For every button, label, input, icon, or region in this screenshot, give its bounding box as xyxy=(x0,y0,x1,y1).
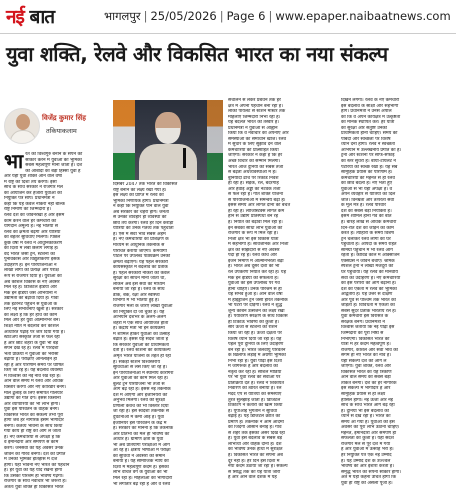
text-line: सफलता की कुंजी है। यही संदेश xyxy=(341,436,394,442)
text-line: और प्रतिभा का मेल ही भविष्य का xyxy=(113,431,170,437)
text-line: है। केंद्रीय मंत्री भी इन कार्यक्रमों xyxy=(113,326,165,332)
text-line: इस बदलाव के साक्षी और सहभागी xyxy=(341,103,399,109)
text-line: अमृत भारत योजना के तहत हो रहा xyxy=(113,353,171,359)
text-line: मिल रहा है। महिलाओं की भागीदारी xyxy=(113,475,173,481)
text-line: भी अब प्रतियोगी परीक्षाओं में आगे xyxy=(113,442,170,448)
edition-date: 25/05/2026 xyxy=(150,9,217,23)
text-line: नेतृत्व कर रही है। सोशल मीडिया xyxy=(228,369,282,375)
logo-part-1: नई xyxy=(6,6,24,28)
text-line: की कि वे अपने कार्यक्षेत्र में उत्कृष्टता xyxy=(341,114,401,120)
text-line: सेवा का उदाहरण है। नए कर्मचारियों xyxy=(341,275,401,281)
text-line: है और छोटे शहरों के युवा भी बड़े xyxy=(4,340,59,346)
text-line: मिल रहे हैं। डिजिटल इंडिया और xyxy=(4,285,57,291)
text-line: कि सरकार युवाओं को प्राथमिकता xyxy=(113,342,169,348)
text-line: होना चाहिए। उनके परिश्रम से ही xyxy=(228,286,282,292)
article-column-4 xyxy=(341,98,452,495)
column-text xyxy=(4,152,108,490)
text-line: जा रहा है। इस स्वदेशी तकनीक से xyxy=(113,409,170,415)
text-line: के मूल मंत्र हैं। रेलवे परिवार xyxy=(341,203,387,209)
text-line: किए जा रहे हैं। यह बदलाव व्यवस्था xyxy=(4,368,63,374)
text-line: रेलवे की क्षमता बढ़ेगी और यात्रियों xyxy=(4,229,61,235)
text-line: का आयोजन कर हजारों युवाओं को xyxy=(4,190,62,196)
text-line: ध्यान देना होगा। रेलवे ने स्वच्छता xyxy=(341,142,395,148)
text-line: प्रमाण है। तकनीक ने आम आदमी xyxy=(228,419,284,425)
text-line: से सिद्धि तक की यह यात्रा जारी xyxy=(228,469,281,475)
text-line: इससे समय और लागत दोनों की बचत xyxy=(228,203,291,209)
text-line: इन परियोजनाओं में स्थानीय कारीगरों xyxy=(113,370,174,376)
text-line: लाभार्थी और वाहक दोनों हैं। देश xyxy=(228,441,282,447)
text-line: में उनकी भूमिका इतिहास में दर्ज xyxy=(4,457,58,463)
text-line: की जिंदगी आसान बनाई है। गांव xyxy=(228,425,282,431)
text-line: से फैल रहा है। गति शक्ति योजना xyxy=(228,192,284,198)
text-line: विभागों में भी भर्तियां हुई हैं। xyxy=(113,298,160,304)
text-line: रूप से रोजगार दिया है। युवाओं को xyxy=(4,274,62,280)
text-line: कुछ वर्षों में रेलवे ने आधुनिकीकरण xyxy=(4,240,62,246)
text-line: प्राथमिकता होनी चाहिए। समय की xyxy=(341,131,398,137)
text-line: उद्यमिता को बढ़ावा दिया है। गांवों xyxy=(4,296,59,302)
text-line: ही टिकाऊ भविष्य की कुंजी है। xyxy=(228,319,280,325)
text-line: साकार करने में युवाओं की भूमिका xyxy=(25,157,82,163)
text-line: भी लगातार बढ़ रही है और वे रेलवे xyxy=(113,481,171,487)
text-line: जिम्मेदारी को पूरी निष्ठा से xyxy=(341,330,384,336)
text-line: की दिशा में लंबी छलांग लगाई है। xyxy=(4,246,59,252)
text-line: का लक्ष्य है कि हर हाथ को काम xyxy=(4,312,57,318)
text-line: बुलेट ट्रेन परियोजना भी तेजी से xyxy=(113,381,165,387)
text-line: कर्मचारियों की मेहनत से ही रेलवे xyxy=(341,175,395,181)
text-line: रोजगार के रूप में मिल रहा है। xyxy=(228,231,279,237)
text-line: आधारित पढ़ाई पर जोर दिया गया है। xyxy=(4,329,65,335)
article-column-1 xyxy=(4,152,108,495)
text-line: होगी। यही भावना नए भारत की पहचान xyxy=(4,462,70,468)
text-line: रेलवे देश की जीवनरेखा है और इसमें xyxy=(4,213,65,219)
text-line: है। भारत अब दूसरे देशों को भी xyxy=(228,264,280,270)
column-text xyxy=(341,98,452,486)
text-line: किया जा रहा है। ऊर्जा दक्षता पर xyxy=(228,330,282,336)
text-line: है। यूपीआई भुगतान ने सुविधा xyxy=(228,408,278,414)
text-line: दुर्घटनाओं में कमी आई है। युवा xyxy=(113,414,164,420)
text-line: समस्याओं का समाधान खोजें। रेलवे xyxy=(228,136,286,142)
text-line: कर्मचारियों को प्रोत्साहित किया xyxy=(228,147,279,153)
text-line: रही हैं और परिणाम समय पर घोषित xyxy=(4,362,64,368)
text-line: महिलाएं जिम्मेदारी निभा रही हैं। xyxy=(228,114,281,120)
text-line: युवाओं से भी यही अपेक्षा है। वे xyxy=(341,186,393,192)
text-line: सपने देख रहे हैं। रेलवे में पारदर्शी xyxy=(4,346,59,352)
text-line: मेक इन इंडिया की सफलता है। xyxy=(228,275,279,281)
text-line: वंदे भारत जैसी ट्रेनें, स्टेशनों का xyxy=(4,251,55,257)
text-line: माल ढुलाई के लिए समर्पित गलियारे xyxy=(4,390,63,396)
text-line: प्रतिक्रिया देते हैं। रेलवे ने शिकायत xyxy=(228,380,284,386)
text-line: है। नए कर्मचारियों को प्रशिक्षण के xyxy=(113,237,169,243)
text-line: करते हैं। त्योहारों के समय विशेष xyxy=(341,231,394,237)
text-line: क्षमता बढ़ाएंगे। यह पहल सरकारी xyxy=(113,259,168,265)
text-line: मिले और हर युवा आत्मनिर्भर बने। xyxy=(4,318,61,324)
text-line: माध्यम से आधुनिक तकनीक से xyxy=(113,243,165,249)
text-line: रोजगार मेलों के जरिए लाखों युवाओं xyxy=(113,304,173,310)
separator: | xyxy=(143,9,148,23)
text-line: अंत में यही कहना उचित होगा कि xyxy=(341,475,397,481)
text-line: उदाहरण हैं। इन परियोजनाओं ने xyxy=(4,262,57,268)
text-line: ट्रेनें चलाकर रेलवे लोगों को घर xyxy=(341,236,391,242)
edition-info xyxy=(104,9,451,24)
text-line: एक्सप्रेस ने जीवन बचाए। श्रमिक xyxy=(341,258,395,264)
text-line: दिखने लगेगा। रेलवे के नए कर्मचारी xyxy=(341,98,400,103)
text-line: है। हर युवा को यह याद रखना होगा xyxy=(4,468,63,474)
text-line: होने से उद्योग प्रतिस्पर्धी बन रहे xyxy=(228,214,279,220)
text-line: देश का सबसे बड़ा नियोक्ता है। xyxy=(341,208,392,214)
text-line: विकसित भारत का यह त्रिकोण xyxy=(341,369,392,375)
article-headline: युवा शक्ति, रेलवे और विकसित भारत का नया संकल्प xyxy=(6,42,388,66)
text-line: भूमिका निर्णायक होगी। प्रधानमंत्री xyxy=(113,198,169,204)
text-line: है। पर्यावरण संरक्षण के साथ विकास xyxy=(228,314,288,320)
text-line: ताकत बनेगा। देश का हर नागरिक xyxy=(341,380,397,386)
text-line: और पूर्व से पश्चिम तक भारत को xyxy=(341,297,396,303)
text-line: में राष्ट्र की दिशा तय करेगी। इसी xyxy=(4,179,57,185)
text-line: पहल पूरी दुनिया के लिए उदाहरण xyxy=(228,342,284,348)
text-line: में सुधार के लिए सुझाव देने वाले xyxy=(228,142,282,148)
text-line: यात्रियों को उनके गंतव्य तक पहुंचाती xyxy=(113,226,174,232)
text-line: काम करने वाले हर कर्मचारी का xyxy=(4,218,57,224)
text-line: परिचित कराया जाएगा। कर्मयोगी xyxy=(113,248,167,254)
text-line: मदद ऐप से यात्रियों की समस्याएं xyxy=(228,391,282,397)
text-line: जाएगा। युवा शक्ति, रेलवे और xyxy=(341,364,391,370)
text-line: अंततः युवा शक्ति ही विकसित भारत xyxy=(4,484,64,490)
text-line: भर्ती प्रक्रिया ने युवाओं का भरोसा xyxy=(4,351,59,357)
text-line: लाखों लोगों को प्रत्यक्ष और परोक्ष xyxy=(4,268,59,274)
text-line: को नियुक्ति दी जा चुकी है। यह xyxy=(113,309,165,315)
text-line: यही संकल्प देश को आगे ले xyxy=(341,358,387,364)
article-column-2 xyxy=(113,182,223,495)
text-line: लाभ वंचित वर्ग के युवाओं को भी xyxy=(113,470,168,476)
text-line: का स्तर सुधरा है। बायो-टॉयलेट ने xyxy=(341,159,396,165)
text-line: हैं। निर्यात को बढ़ावा मिल रहा है। xyxy=(228,220,283,226)
text-line: पाबंदी और स्वच्छता पर विशेष xyxy=(341,136,391,142)
text-line: का मानक स्थापित करें। हर यात्री xyxy=(341,120,395,126)
text-line: समय आ गया है। युवाओं को इस xyxy=(341,419,395,425)
text-line: की सुविधा ने अवसरों को समान xyxy=(113,453,165,459)
text-line: विस्तार करेगा और नए कॉरिडोर बनेंगे। xyxy=(4,384,67,390)
text-line: बनाया जा रहा है। रेलवे के साथ xyxy=(113,287,165,293)
text-line: शिक्षा नीति में बदलाव कर कौशल xyxy=(4,323,59,329)
text-line: रोजगार मेले से पूरे देश में गया xyxy=(341,441,391,447)
article-column-3 xyxy=(228,98,336,495)
text-line: इस संकल्प में भागीदार है और xyxy=(341,386,391,392)
text-line: होगा जब हर नागरिक इसमें भागीदार xyxy=(4,418,64,424)
text-line: को इस परंपरा को आगे बढ़ाना है। xyxy=(341,281,397,287)
text-line: रोजगार के साथ नवाचार भी जरूरी है। xyxy=(4,479,67,485)
text-line: यात्रा में हर कदम महत्वपूर्ण है। xyxy=(341,342,391,348)
text-line: राष्ट्र बनाने का लक्ष्य रखा गया है। xyxy=(113,187,167,193)
author-role: तकियाकलाम xyxy=(46,127,77,135)
edition-city: भागलपुर xyxy=(104,9,141,23)
text-line: किया कि वे नवाचार को अपनाएं और xyxy=(228,131,289,137)
drop-cap: भा xyxy=(4,152,24,173)
text-line: प्रणाली कवच को भी विस्तार दिया xyxy=(113,403,169,409)
text-line: क्षेत्र की साझेदारी से नए अवसर xyxy=(228,247,280,253)
text-line: का भविष्य उनके हाथों में सुरक्षित xyxy=(228,447,283,453)
text-line: हो रहा है। सड़क, रेल, बंदरगाह xyxy=(228,181,279,187)
author-byline xyxy=(2,98,110,152)
text-line: जोड़ती है। विविधता में एकता का xyxy=(341,303,395,309)
text-line: सुविधाओं से लैस किए जा रहे हैं। xyxy=(113,365,168,371)
text-line: देश में आएगी और इंजीनियरों को xyxy=(113,392,168,398)
text-line: इस लक्ष्य की प्राप्ति में रेलवे की xyxy=(113,193,164,199)
text-line: मेहनत, ईमानदारी और समर्पण ही xyxy=(341,430,397,436)
text-line: से शहर तक इसका असर दिख रहा xyxy=(228,430,285,436)
newspaper-logo[interactable] xyxy=(6,3,54,29)
website-link[interactable]: www.epaper.naibaatnews.com xyxy=(275,9,451,23)
text-line: अभियान देशभर के अलग-अलग xyxy=(113,315,166,321)
text-line: नियुक्ति पत्र सौंपे। प्रधानमंत्री ने xyxy=(4,196,55,202)
text-line: है। दुनिया भी इस बदलाव को xyxy=(341,408,389,414)
text-line: से बढ़ती अर्थव्यवस्थाओं में है। xyxy=(228,170,277,176)
text-line: है। बारह लाख से अधिक कर्मचारी xyxy=(341,220,397,226)
text-line: युवाओं को इस उपलब्धि पर गर्व xyxy=(228,281,280,287)
text-line: सामूहिक प्रयास का परिणाम है। xyxy=(341,170,393,176)
text-line: कहा कि यह केवल नौकरी नहीं बल्कि xyxy=(4,201,65,207)
text-line: यह बदलते भारत की तस्वीर है। xyxy=(228,120,280,126)
text-line: भी पटरी पर दौड़ेगी। रेलवे ने शुद्ध xyxy=(228,303,283,309)
text-line: अब कौशल विकास के नए अवसर xyxy=(4,279,60,285)
text-line: लिए नई संभावनाएं खुली हैं। सरकार xyxy=(4,307,64,313)
text-line: की सुरक्षा और संतुष्टि उनकी xyxy=(341,125,387,131)
text-line: की आबादी का बड़ा हिस्सा युवा है xyxy=(25,168,81,174)
text-line: के खिलाफ लड़ाई में अग्रणी भूमिका xyxy=(228,353,286,359)
text-line: सबसे सुंदर प्रतीक भारतीय रेल है। xyxy=(341,308,397,314)
text-line: बनेगा। कर्तव्य भावना के साथ किया xyxy=(4,423,63,429)
text-line: योगदान अमूल्य है। नई भर्तियों से xyxy=(4,224,58,230)
text-line: है। सैकड़ों स्टेशन विश्वस्तरीय xyxy=(113,359,161,365)
text-line: और युवाओं को काम मिल रहा है। xyxy=(113,376,169,382)
text-line: इंजन निर्माण में आत्मनिर्भरता बढ़ी xyxy=(228,258,284,264)
text-line: संचालन से लेकर प्रबंधन तक हर xyxy=(228,98,281,103)
text-line: आगे बढ़ रही है। इससे नई तकनीक xyxy=(113,387,171,393)
text-line: पुनर्विकास और विद्युतीकरण इसके xyxy=(4,257,60,263)
text-line: हर नियुक्ति पत्र एक नई उम्मीद xyxy=(341,453,392,458)
text-line: होंगे। प्रधानमंत्री ने उनसे अपील xyxy=(341,109,392,115)
text-line: निभा रहा है। युवा पीढ़ी इस दिशा xyxy=(228,358,282,364)
text-line: देश की एकता में रेलवे की भूमिका xyxy=(341,286,397,292)
text-line: जीतें। विनम्रता और तत्परता सेवा xyxy=(341,197,395,203)
text-line: हैं। सरकार का मानना है कि तकनीक xyxy=(113,426,174,432)
text-line: विकसित भारत का संकल्प तभी पूरा xyxy=(4,412,64,418)
text-line: रहती है। कोविड काल में ऑक्सीजन xyxy=(341,253,400,259)
text-line: भविष्य की ओर इशारा करती है। xyxy=(341,464,394,470)
text-line: बन रही है। भारत जलवायु परिवर्तन xyxy=(228,347,286,353)
text-line: सोच के साथ भारत आगे बढ़ रहा xyxy=(341,403,395,409)
text-line: बढ़ाते हैं। इससे यह संदेश जाता है xyxy=(113,337,169,343)
text-line: डाक, बैंक, रक्षा और स्वास्थ्य xyxy=(113,292,160,298)
text-line: हासिल होगा। नई ऊर्जा और नई xyxy=(341,397,393,403)
text-line: घर पहुंचाया। यह रेलवे की मानवीय xyxy=(341,269,398,275)
text-line: करेंगे। जनसेवा का यह अवसर उनके xyxy=(4,445,64,451)
text-line: पैदा हो रहे हैं। रेलवे कोच और xyxy=(228,253,277,259)
text-line: से उनका व्यवहार ही व्यवस्था की xyxy=(113,215,167,221)
text-line: क्षेत्र में अपनी पहचान बना रही हैं। xyxy=(228,103,283,109)
text-line: युवा इस परिवर्तन के वाहक बनेंगे। xyxy=(4,407,60,413)
text-line: सबसे महत्वपूर्ण मानी जाती है। देश xyxy=(25,163,83,169)
text-line: टिकटिंग ने कतारों को खत्म किया xyxy=(228,403,283,409)
column-text xyxy=(228,98,336,481)
text-line: आने वाले समय की सबसे बड़ी xyxy=(341,375,391,381)
text-line: है। नए कर्मचारियों से अपेक्षा है कि xyxy=(4,434,61,440)
text-line: युवा ही राष्ट्र की असली पूंजी हैं। xyxy=(341,480,393,486)
text-line: से परियोजनाओं में समन्वय बढ़ा है। xyxy=(228,197,286,203)
text-line: इसमें शामिल होना गर्व की बात xyxy=(341,214,392,220)
text-line: रत को विश्वगुरु बनाने के सपने को xyxy=(25,152,83,157)
text-line: है। युवा इस बदलाव के सबसे बड़े xyxy=(228,436,283,442)
text-line: आ रहे हैं। क्षेत्रीय भाषाओं में परीक्षा xyxy=(113,448,171,454)
text-line: में हाइड्रोजन ट्रेन जैसी हरित तकनीक xyxy=(228,297,288,303)
text-line: दूर नहीं है। हर दिन इस दिशा में xyxy=(228,458,280,464)
text-line: निभाएगी। विकसित भारत की xyxy=(341,336,390,342)
separator: | xyxy=(219,9,224,23)
text-line: है। यह उम्मीद देश के उज्ज्वल xyxy=(341,458,391,464)
text-line: में विश्वास की नई नींव रख रहा है। xyxy=(4,373,61,379)
text-line: सौर ऊर्जा से स्टेशनों को रोशन xyxy=(228,325,278,331)
text-line: यह संभव हुआ है। आने वाले वर्षों xyxy=(228,292,283,298)
text-line: में शामिल होकर युवाओं का उत्साह xyxy=(113,331,170,337)
text-line: इंजीनियर इस परिवर्तन के केंद्र में xyxy=(113,420,167,426)
text-line: विशेष ध्यान दिया जा रहा है। यह xyxy=(228,336,282,342)
text-line: अवसर का पूरा लाभ उठाना चाहिए। xyxy=(341,425,400,431)
text-line: दिन-रात देश को जोड़ने का काम xyxy=(341,225,394,231)
text-line: स्पेशल ट्रेनों ने लाखों मजदूरों को xyxy=(341,264,394,270)
text-line: पहुंचाती है। आपदा के समय राहत xyxy=(341,242,397,248)
text-line: बढ़ाई है। यह डिजिटल क्रांति का xyxy=(228,414,281,420)
column-text xyxy=(113,182,223,487)
text-line: तक इंटरनेट पहुंचने से युवाओं के xyxy=(4,301,58,307)
text-line: सामूहिक प्रयास से ही लक्ष्य xyxy=(341,391,386,397)
text-line: देती है। रेलवे स्टेशनों का कायाकल्प xyxy=(113,348,171,354)
text-line: दिशा में महत्वपूर्ण कदम है। इसका xyxy=(113,464,169,470)
text-line: में सहभागी है। सार्वजनिक और निजी xyxy=(228,242,289,248)
text-line: पर भी युवा रेलवे की सेवाओं पर xyxy=(228,375,281,381)
text-line: रेल उपकरण निर्यात कर रहा है। यह xyxy=(228,269,287,275)
text-line: जीवन का गौरव बनेगा। देश की प्रगति xyxy=(4,451,66,457)
text-line: ने कहा कि नियुक्ति पाने वाले युवा xyxy=(113,204,169,210)
text-line: हो रही है। लॉजिस्टिक्स लागत कम xyxy=(228,208,285,214)
text-line: सुरक्षा का साधन माना जाता था, xyxy=(113,276,166,282)
text-line: बनाया है। यह सामाजिक न्याय की xyxy=(113,459,169,465)
text-line: बुनियादी ढांचे पर रिकॉर्ड निवेश xyxy=(228,175,279,181)
text-line: मेक इन इंडिया जैसे अभियानों ने xyxy=(4,290,57,296)
text-line: निजी क्षेत्र भी इस विकास यात्रा xyxy=(228,236,279,242)
text-line: की छवि बदली है। नए भर्ती हुए xyxy=(341,181,393,187)
text-line: लोको पायलट से स्टेशन मास्टर तक xyxy=(228,109,286,115)
text-line: को बेहतर सुविधाएं मिलेंगी। पिछले xyxy=(4,235,61,241)
text-line: अच्छे विचार को सम्मान मिलेगा। xyxy=(228,159,281,165)
text-line: कार्यसंस्कृति में बदलाव का प्रतीक xyxy=(113,265,168,271)
separator: | xyxy=(268,9,273,23)
text-line: निवारण को त्वरित बनाया है। रेल xyxy=(228,386,282,392)
text-line: संगम ही नए भारत की नींव है। xyxy=(341,353,392,359)
text-line: जाएगा। सरकार ने कहा है कि हर xyxy=(228,153,283,159)
speaker-portrait-icon xyxy=(113,100,223,180)
text-line: समृद्ध भारत का सपना साकार होगा। xyxy=(341,469,401,475)
text-line: है। ऐसे में सेवा भाव सबसे अहम xyxy=(113,231,166,237)
text-line: और व्यापारियों को भी लाभ होगा। xyxy=(4,401,60,407)
text-line: उद्योगों को गति देंगे। इससे किसानों xyxy=(4,396,61,402)
text-line: वे ईमानदारी और समर्पण से काम xyxy=(4,440,59,446)
text-line: अनुभव मिलेगा। रेलवे की सुरक्षा xyxy=(113,398,165,404)
text-line: और हवाई अड्डों का नेटवर्क तेजी xyxy=(228,186,281,192)
text-line: बढ़ाया है। परीक्षाएं ऑनलाइन हो xyxy=(4,357,57,363)
text-line: है। विकसित भारत का सपना अब xyxy=(228,453,283,458)
text-line: सोच के साथ सरकार ने रोजगार मेले xyxy=(4,185,63,191)
text-line: लेकिन अब इसे सेवा का माध्यम xyxy=(113,281,165,287)
text-line: अब सरकार का चेहरा होंगे। जनता xyxy=(113,209,169,215)
text-line: इन सबका सीधा लाभ युवाओं को xyxy=(228,225,283,231)
author-name: विजेंद्र कुमार सिंह xyxy=(42,114,86,122)
text-line: राष्ट्र निर्माण की जिम्मेदारी है। xyxy=(4,207,51,213)
text-line: ट्रेनों और स्टेशनों पर साफ-सफाई xyxy=(341,153,395,159)
text-line: पटरियों को स्वच्छ रखा है। यह सब xyxy=(341,164,398,170)
text-line: दिसंबर 2047 तक भारत को विकसित xyxy=(113,182,178,187)
text-line: प्रधानमंत्री ने युवाओं से आह्वान xyxy=(228,125,278,131)
text-line: पोर्टल पर उपलब्ध पाठ्यक्रम उनकी xyxy=(113,254,171,260)
text-line: रोजगार, कौशल और सेवा भाव का xyxy=(341,347,398,353)
text-line: आधार है। ग्रामीण क्षेत्रों के युवा xyxy=(113,437,164,443)
text-line: ध्यान से देख रही है। भारत का xyxy=(341,414,391,420)
text-line: अद्वितीय है। यह उत्तर से दक्षिण xyxy=(341,292,393,298)
text-line: गया कार्य ही राष्ट्र को आगे ले जाता xyxy=(4,429,61,435)
text-line: सामग्री पहुंचाने में भी रेलवे आगे xyxy=(341,247,393,253)
text-line: अपने व्यवहार से यात्रियों का दिल xyxy=(341,192,396,198)
text-line: शहरों में एक साथ आयोजित होता xyxy=(113,320,169,326)
masthead xyxy=(0,0,456,34)
page-number: Page 6 xyxy=(226,9,266,23)
text-line: कि उसका परिश्रम ही भविष्य गढ़ेगा। xyxy=(4,473,64,479)
text-line: शून्य कार्बन उत्सर्जन का लक्ष्य रखा xyxy=(228,308,285,314)
text-line: छवि तय करेगा। रेलवे हर दिन करोड़ों xyxy=(113,220,174,226)
text-line: नया कदम उठाया जा रहा है। संकल्प xyxy=(228,464,288,470)
text-line: तुरंत सुलझाई जाती हैं। डिजिटल xyxy=(228,397,281,403)
text-line: संरक्षक बनेंगे। प्रधानमंत्री ने xyxy=(341,319,385,325)
text-line: आने वाले समय में रेलवे और अधिक xyxy=(4,379,64,385)
text-line: युवा कर्मचारी इस विरासत के xyxy=(341,314,389,320)
text-line: विश्वास जताया कि नई पीढ़ी इस xyxy=(341,325,395,331)
text-line: में जागरूक है और बदलाव का xyxy=(228,364,278,370)
text-line: भारत आज दुनिया की सबसे तेजी xyxy=(228,164,284,170)
text-line: स्टार्टअप संस्कृति तेजी से फैल रही xyxy=(4,335,60,341)
logo-part-2: बात xyxy=(29,6,55,28)
text-line: है। पहले सरकारी नौकरी को केवल xyxy=(113,270,170,276)
text-line: है और आने वाले दशक में यह xyxy=(228,475,277,481)
text-line: और यही युवा शक्ति आने वाले वर्षों xyxy=(4,174,62,180)
author-avatar xyxy=(4,108,40,144)
text-line: अभियान में उल्लेखनीय प्रगति की है। xyxy=(341,147,402,153)
text-line: है और युवाओं में उत्साह भरा है। xyxy=(341,447,394,453)
